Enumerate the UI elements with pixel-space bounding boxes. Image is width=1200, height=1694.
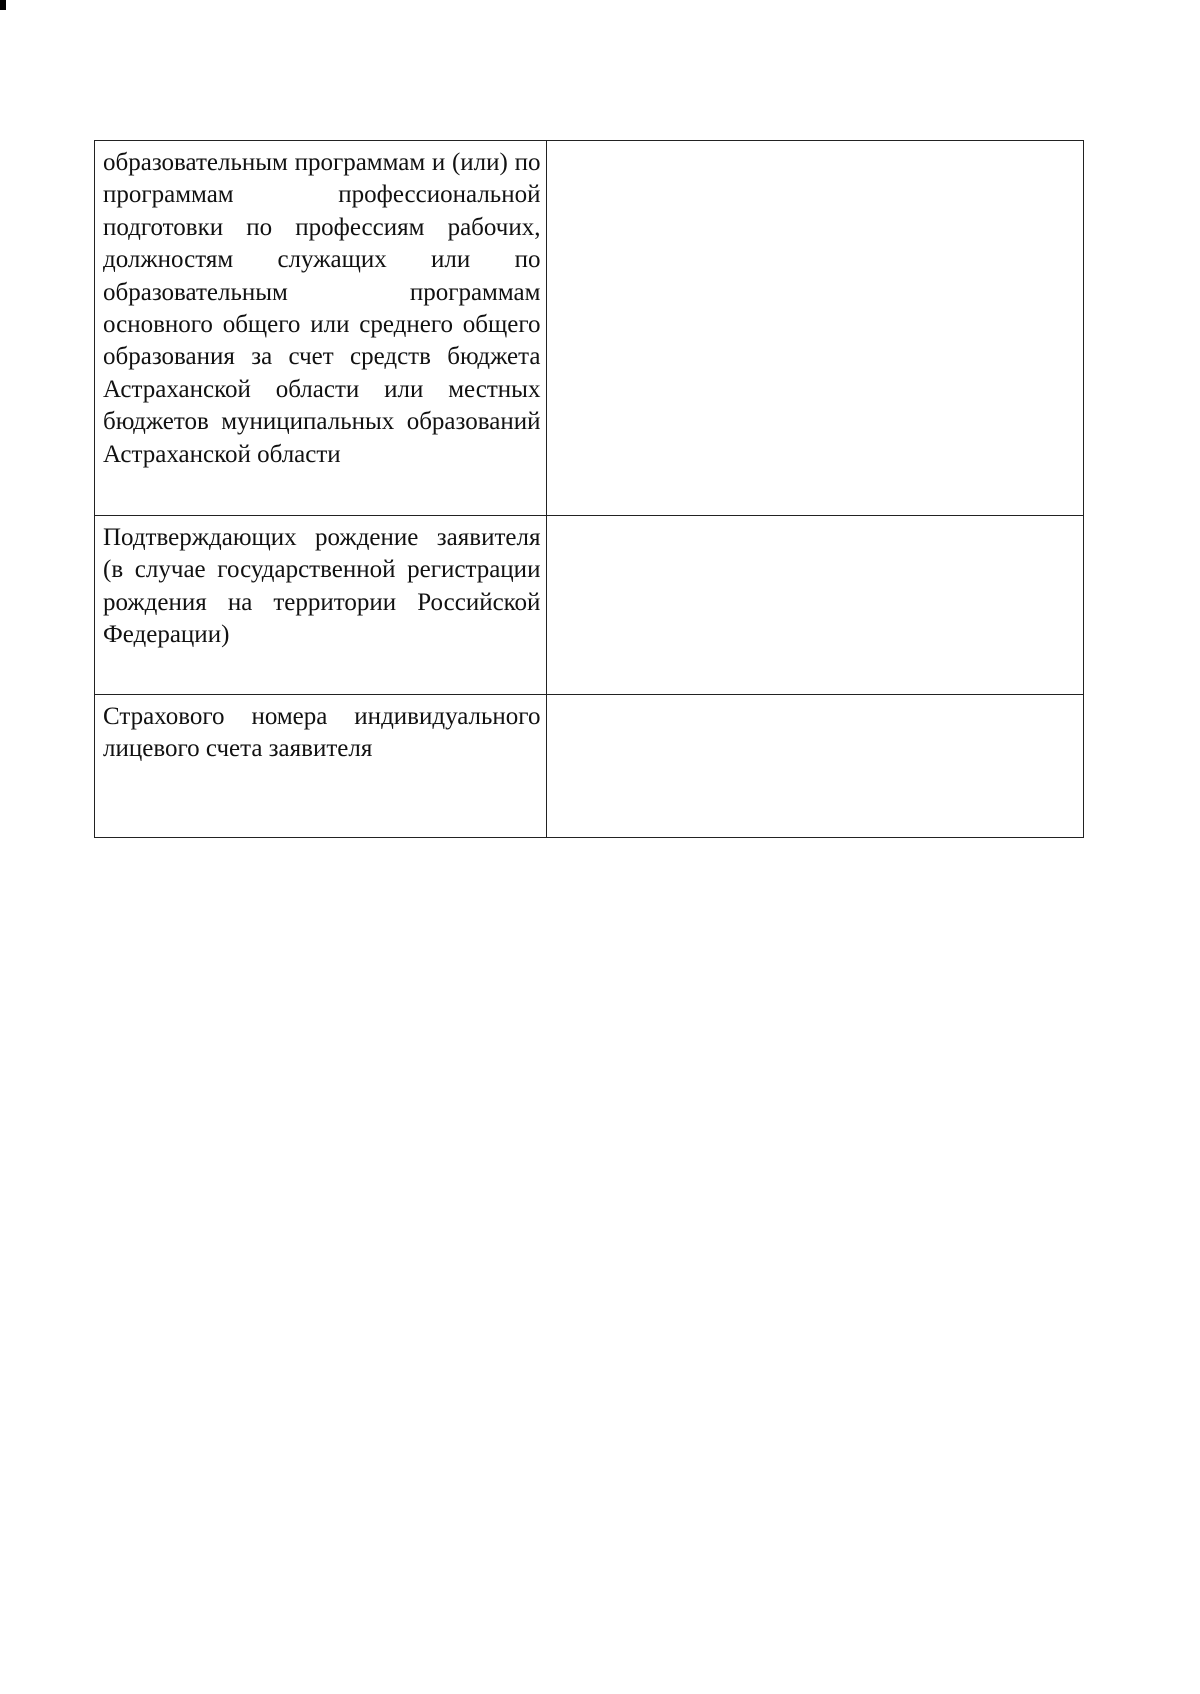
cell-text xyxy=(547,516,1083,526)
table-cell-description xyxy=(95,695,547,838)
document-table xyxy=(94,140,1084,838)
table-cell-value xyxy=(547,141,1084,516)
table-row xyxy=(95,516,1084,695)
table-cell-description xyxy=(95,516,547,695)
cell-text xyxy=(547,695,1083,705)
cell-text xyxy=(547,141,1083,151)
table-row xyxy=(95,695,1084,838)
table-cell-value xyxy=(547,695,1084,838)
cell-text: Страхового номера индивидуального лицевого счета заявителя xyxy=(103,703,541,763)
table-cell-value xyxy=(547,516,1084,695)
scan-corner-mark xyxy=(0,0,6,10)
cell-text: Подтверждающих рождение заявителя (в случае государственной регистрации рождения на территории Российской Федерации) xyxy=(103,524,541,649)
cell-text: образовательным программам и (или) по программам профессиональной подготовки по профессиям рабочих, должностям служащих или по образовательным программам основного общего или среднего общего образования за счет средств бюджета Астраханской области или местных бюджетов муниципальных образований Астраханской области xyxy=(103,149,541,468)
table-cell-description xyxy=(95,141,547,516)
table-row xyxy=(95,141,1084,516)
